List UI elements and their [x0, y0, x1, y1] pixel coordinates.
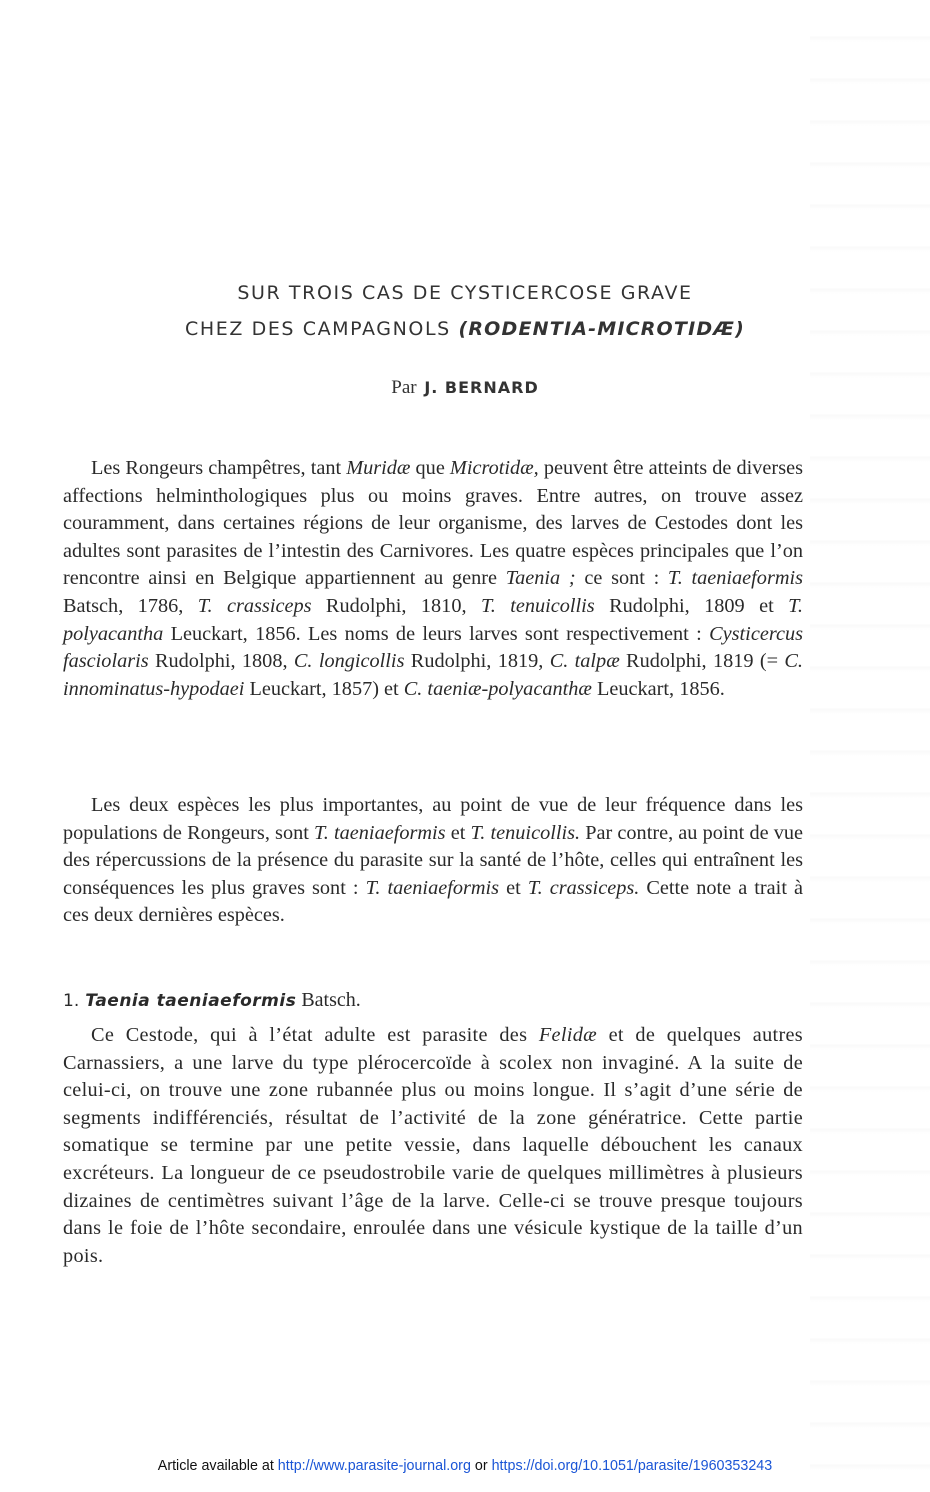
footer-or: or [474, 1458, 488, 1474]
paragraph-third [63, 1022, 803, 1270]
footer-doi-link[interactable]: https://doi.org/10.1051/parasite/1960353243 [491, 1458, 773, 1474]
article-title-line1: SUR TROIS CAS DE CYSTICERCOSE GRAVE [237, 282, 693, 304]
author-line [0, 377, 930, 399]
article-title-line2-text: CHEZ DES CAMPAGNOLS [184, 318, 451, 340]
footer-availability [0, 1458, 930, 1474]
paragraph-3: Ce Cestode, qui à l’état adulte est parasite des Felidæ et de quelques autres Carnassiers, a une larve du type plérocercoïde à scolex non invaginé. A la suite de celui-ci, on trouve une zone rubannée plus ou moins longue. Il s’agit d’une série de segments indifférenciés, résultat de l’activité de la zone génératrice. Cette partie somatique se termine par une petite vessie, dans laquelle débouchent les canaux excréteurs. La longueur de ce pseudostrobile varie de quelques millimètres à plusieurs dizaines de centimètres suivant l’âge de la larve. Celle-ci se trouve presque toujours dans le foie de l’hôte secondaire, enroulée dans une vésicule kystique de la taille d’un pois. [63, 1024, 803, 1267]
section-species: Taenia taeniaeformis [85, 991, 297, 1011]
section-number: 1. [63, 991, 80, 1011]
scan-margin-artifact [810, 0, 930, 1492]
article-title-line2 [0, 318, 930, 340]
section-authority: Batsch. [301, 989, 361, 1011]
paragraph-intro [63, 455, 803, 703]
author-name: J. BERNARD [424, 378, 539, 397]
paragraph-second [63, 792, 803, 930]
author-prefix: Par [391, 377, 417, 398]
paragraph-2: Les deux espèces les plus importantes, au point de vue de leur fréquence dans les populations de Rongeurs, sont T. taeniaeformis et T. tenuicollis. Par contre, au point de vue des répercussions de la présence du parasite sur la santé de l’hôte, celles qui entraînent les conséquences les plus graves sont : T. taeniaeformis et T. crassiceps. Cette note a trait à ces deux dernières espèces. [63, 794, 804, 927]
section-heading [63, 989, 361, 1012]
footer-journal-link[interactable]: http://www.parasite-journal.org [277, 1458, 471, 1474]
footer-prefix: Article available at [157, 1458, 274, 1474]
article-title-taxon: (RODENTIA-MICROTIDÆ) [458, 318, 746, 340]
paragraph-1: Les Rongeurs champêtres, tant Muridæ que Microtidæ, peuvent être atteints de diverses affections helminthologiques plus ou moins graves. Entre autres, on trouve assez couramment, dans certaines régions de leur organisme, des larves de Cestodes dont les adultes sont parasites de l’intestin des Carnivores. Les quatre espèces principales que l’on rencontre ainsi en Belgique appartiennent au genre Taenia ; ce sont : T. taeniaeformis Batsch, 1786, T. crassiceps Rudolphi, 1810, T. tenuicollis Rudolphi, 1809 et T. polyacantha Leuckart, 1856. Les noms de leurs larves sont respectivement : Cysticercus fasciolaris Rudolphi, 1808, C. longicollis Rudolphi, 1819, C. talpæ Rudolphi, 1819 (= C. innominatus-hypodaei Leuckart, 1857) et C. taeniæ-polyacanthæ Leuckart, 1856. [63, 457, 804, 700]
